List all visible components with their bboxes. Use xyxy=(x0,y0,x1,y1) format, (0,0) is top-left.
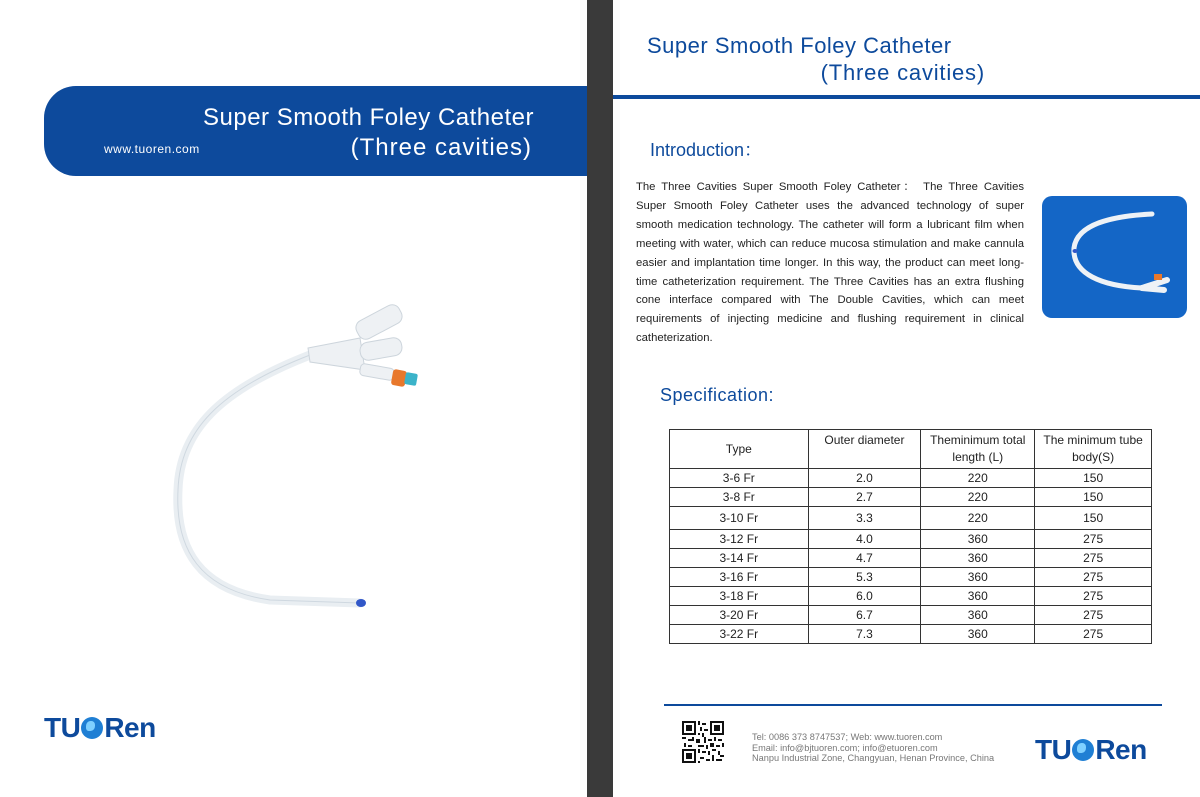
contact-line-address: Nanpu Industrial Zone, Changyuan, Henan Province, China xyxy=(752,753,995,763)
introduction-heading: Introduction： xyxy=(650,140,763,160)
globe-logo-icon xyxy=(1072,739,1094,761)
table-cell: 5.3 xyxy=(808,568,921,587)
table-header-cell: Type xyxy=(670,430,809,469)
table-row xyxy=(670,507,1152,530)
table-row xyxy=(670,568,1152,587)
catheter-image xyxy=(160,300,450,630)
table-cell: 3-10 Fr xyxy=(670,507,809,530)
table-header-cell: The minimum tube body(S) xyxy=(1035,430,1152,469)
table-cell: 2.0 xyxy=(808,469,921,488)
specification-table xyxy=(669,429,1152,644)
footer-divider xyxy=(664,704,1162,706)
contact-line-email: Email: info@bjtuoren.com; info@etuoren.com xyxy=(752,742,938,753)
table-row xyxy=(670,488,1152,507)
table-header-cell: Theminimum total length (L) xyxy=(921,430,1035,469)
table-cell: 275 xyxy=(1035,587,1152,606)
logo-text-suffix: Ren xyxy=(104,712,156,743)
introduction-paragraph: The Three Cavities Super Smooth Foley Catheter： The Three Cavities Super Smooth Foley Catheter uses the advanced technology of super smooth medication technology. The catheter will form a lubricant film when meeting with water, which can reduce mucosa stimulation and make cannula easier and implantation time longer. In this way, the product can meet long-time catheterization requirement. The Three Cavities has an extra flushing cone interface compared with The Double Cavities, which can meet requirements of injecting medicine and flushing requirement in clinical catheterization. xyxy=(636,181,1024,345)
table-row xyxy=(670,469,1152,488)
table-cell: 3-20 Fr xyxy=(670,606,809,625)
table-cell: 275 xyxy=(1035,625,1152,644)
table-row xyxy=(670,530,1152,549)
table-cell: 220 xyxy=(921,488,1035,507)
table-cell: 3-12 Fr xyxy=(670,530,809,549)
logo-text-suffix: Ren xyxy=(1095,734,1147,765)
table-row xyxy=(670,587,1152,606)
table-cell: 275 xyxy=(1035,606,1152,625)
table-cell: 2.7 xyxy=(808,488,921,507)
table-cell: 150 xyxy=(1035,488,1152,507)
table-cell: 150 xyxy=(1035,507,1152,530)
contact-line-phone-web: Tel: 0086 373 8747537; Web: www.tuoren.com xyxy=(752,732,943,742)
header-divider xyxy=(613,95,1200,99)
tuoren-logo xyxy=(44,712,156,744)
specification-heading: Specification: xyxy=(660,385,775,405)
tuoren-logo xyxy=(1035,734,1147,766)
table-cell: 6.7 xyxy=(808,606,921,625)
table-cell: 4.7 xyxy=(808,549,921,568)
table-cell: 360 xyxy=(921,587,1035,606)
table-cell: 360 xyxy=(921,530,1035,549)
table-cell: 7.3 xyxy=(808,625,921,644)
table-cell: 3-16 Fr xyxy=(670,568,809,587)
book-spine xyxy=(587,0,613,797)
table-cell: 275 xyxy=(1035,549,1152,568)
table-cell: 275 xyxy=(1035,530,1152,549)
table-header-row xyxy=(670,430,1152,469)
table-header-cell: Outer diameter xyxy=(808,430,921,469)
table-row xyxy=(670,625,1152,644)
table-cell: 3.3 xyxy=(808,507,921,530)
table-cell: 3-22 Fr xyxy=(670,625,809,644)
contact-info xyxy=(752,732,994,764)
catheter-thumbnail-image xyxy=(1042,196,1187,318)
table-cell: 4.0 xyxy=(808,530,921,549)
page-title-line2: (Three cavities) xyxy=(820,60,985,85)
page-title-line1: Super Smooth Foley Catheter xyxy=(647,33,952,58)
table-cell: 360 xyxy=(921,568,1035,587)
table-cell: 360 xyxy=(921,549,1035,568)
banner-title-line2: (Three cavities) xyxy=(350,134,532,161)
table-cell: 220 xyxy=(921,507,1035,530)
table-cell: 150 xyxy=(1035,469,1152,488)
table-cell: 3-14 Fr xyxy=(670,549,809,568)
table-cell: 6.0 xyxy=(808,587,921,606)
logo-text-prefix: TU xyxy=(44,712,81,743)
title-banner xyxy=(44,86,590,176)
table-cell: 3-18 Fr xyxy=(670,587,809,606)
table-cell: 275 xyxy=(1035,568,1152,587)
table-row xyxy=(670,606,1152,625)
left-page xyxy=(0,0,590,797)
website-text: www.tuoren.com xyxy=(104,142,200,156)
table-cell: 3-6 Fr xyxy=(670,469,809,488)
table-cell: 360 xyxy=(921,625,1035,644)
globe-logo-icon xyxy=(81,717,103,739)
table-cell: 220 xyxy=(921,469,1035,488)
qr-code-icon xyxy=(682,721,724,763)
table-row xyxy=(670,549,1152,568)
banner-title-line1: Super Smooth Foley Catheter xyxy=(203,104,534,131)
table-cell: 360 xyxy=(921,606,1035,625)
logo-text-prefix: TU xyxy=(1035,734,1072,765)
table-cell: 3-8 Fr xyxy=(670,488,809,507)
